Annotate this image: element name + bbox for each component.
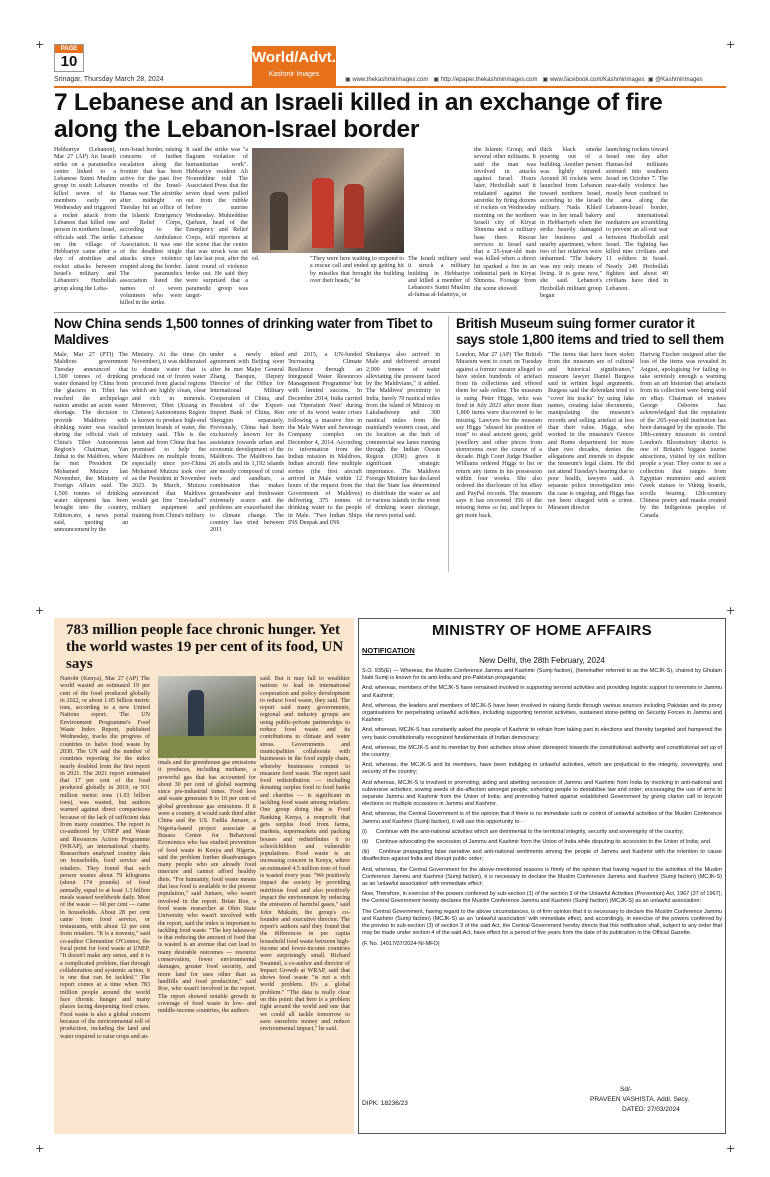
- notice-dated: DATED: 27/03/2024: [622, 1106, 680, 1113]
- epaper-link[interactable]: http://epaper.thekashmirimages.com: [440, 77, 538, 83]
- notice-body: [362, 668, 722, 1080]
- story1-col3: It said the strike was "a flagrant violation of humanitarian work". Hebbariye resident Ali Noureddine told The Associated Press that the seven dead were pulled out from the rubble before sunrise Wednesday. Muhieddine Qarhani, head of the Emergency and Relief Corps, told reporters at the scene that the centre that was struck was set up late last year, after the latest round of violence broke out. He said they were surprised that a paramedic group was target-: [186, 147, 248, 299]
- story1-col6: thick black smoke pouring out of a building. Another person was lightly injured. Around 30 rockets were launched from Lebanon toward northern Israel, according to the Israeli military. Nada Khleif was in her small bakery in Hebbariyeh when the strike heavily damaged her business and a nearby apartment, where two of her relatives were unharmed. "The bakery was my only means of living. It is gone now," she said. Lebanon's Hezbollah militant group began: [540, 147, 602, 299]
- story2-col2: Ministry. At the time (in November), it was deliberated to donate water that is produced out of frozen water procured from glacial regions which are highly clean, clear and rich in minerals. Moreover, Tibet (Xizang in Chinese) Autonomous Region is known to produce high-end premium brands of water, the ministry said. This is the latest aid from China that has promised to help the Maldives on multiple fronts, especially since pro-China Mohamed Muizzu took over as the President in November 2023. In March, Muizzu announced that Maldives would get free "non-lethal" military equipment and training from China's military: [132, 352, 206, 519]
- notice-title: MINISTRY OF HOME AFFAIRS: [432, 622, 652, 639]
- story2-col4: and 2015, a UN-funded 'Increasing Climate Resilience through an Integrated Water Resources Management Programme' but with limited success. In December 2014, India carried out 'Operation Neer' during one of its worst water crises following a massive fire in the Male Water and Sewerage Company complex on December 4, 2014. According to information from the Indian mission in Maldives, Indian aircraft flew multiple sorties (the first aircraft arrived in Male within 12 hours of the request from the Government of Maldives) delivering 375 tonnes of drinking water to the people in Male. "Two Indian Ships INS Deepak and INS: [288, 352, 362, 526]
- web-icon: ▣: [433, 77, 440, 83]
- story1-col4: The Israeli military said it struck a military building in Hebbariye and killed a member of Lebanon's Sunni Muslim al-Jamaa al-Islamiya, or: [408, 256, 470, 299]
- header-links: [345, 76, 725, 83]
- notice-paragraph: And, whereas, members of the MCJK-S have remained involved in supporting terrorist activities and providing logistic support to terrorists in Jammu and Kashmir;: [362, 685, 722, 699]
- story3-col1: London, Mar 27 (AP) The British Museum went to court on Tuesday against a former curator alleged to have stolen hundreds of artefact from its collections and offered them for sale online. The museum is suing Peter Higgs, who was fired in July 2023 after more than 1,800 items were discovered to be missing. Lawyers for the museum say Higgs "abused his position of trust" to steal ancient gems, gold jewellery and other pieces from storerooms over the course of a decade. High Court Judge Heather Williams ordered Higgs to list or return any items in his possession within four weeks. She also ordered the disclosure of his eBay and PayPal records. The museum says it has recovered 356 of the missing items so far, and hopes to get more back.: [456, 352, 542, 519]
- notice-paragraph: And whereas, MCJK-S is involved in promoting, aiding and abetting secession of Jammu and Kashmir from India by involving in anti-national and subversive activities; sowing seeds of dis-affection amongst people; exhorting people to destabilise law and order; encouraging the use of arms to separate Jammu and Kashmir from the Union of India; and promoting hatred against established Government by giving clarion call to boycott elections on multiple occasions in Jammu and Kashmir,: [362, 779, 722, 808]
- story3-col3: Hartwig Fischer resigned after the loss of the items was revealed in August, apologising for failing to take seriously enough a warning from an art historian that artefacts from its collection were being sold on eBay. Chairman of trustees George Osborne has acknowledged that the reputation of the 265-year-old institution has been damaged by the episode. The 18th-century museum in central London's Bloomsbury district is one of Britain's biggest tourist attractions, visited by six million people a year. They come to see a collection that ranges from Egyptian mummies and ancient Greek statues to Viking hoards, scrolls bearing 12th-century Chinese poetry and masks created by the Indigenous peoples of Canada.: [640, 352, 726, 519]
- notice-paragraph: (i) Continue with the anti-national activities which are detrimental to the territorial integrity, security and sovereignty of the country;: [362, 828, 684, 835]
- photo-figure: [344, 184, 364, 248]
- notice-signatory: PRAVEEN VASHISTA, Addl. Secy.: [590, 1096, 690, 1103]
- notice-paragraph: And, whereas, the Central Government for the above-mentioned reasons is firmly of the opinion that having regard to the activities of the Muslim Conference Jammu and Kashmir (Sumji faction), it is necessary to declare the Muslim Conference Jammu and Kashmir (Sumji faction) (MCJK-S) as an 'unlawful association' with immediate effect;: [362, 866, 722, 888]
- story4-col2: imals and the greenhouse gas emissions it produces, including methane, a powerful gas that has accounted for about 30 per cent of global warming since pre-industrial times. Food loss and waste generates 8 to 10 per cent of global greenhouse gas emissions. If it were a country, it would rank third after China and the US. Fadila Jumare, a Nigeria-based project associate at Busara Centre for Behavioral Economics who has studied prevention of food waste in Kenya and Nigeria, said the problem further disadvantages many people who are already food insecure and cannot afford healthy diets. "For humanity, food waste means that less food is available to the poorest population," said Jumare, who wasn't involved in the report. Brian Roe, a food waste researcher at Ohio State University who wasn't involved with the report, said the index is important to tackling food waste. "The key takeaway is that reducing the amount of food that is wasted is an avenue that can lead to many desirable outcomes — resource conservation, fewer environmental damages, greater food security, and more land for uses other than as landfills and food production," said Roe, who wasn't involved in the report. The report showed notable growth in coverage of food waste in low- and middle-income countries, the authors: [158, 760, 256, 1015]
- page-label: PAGE: [55, 45, 83, 53]
- notice-paragraph: And, whereas, the MCJK-S and its members, have been indulging in unlawful activities, which are prejudicial to the integrity, sovereignty, and security of the country;: [362, 762, 722, 776]
- photo-figure: [270, 192, 288, 250]
- registration-mark: +: [35, 38, 45, 51]
- story2-headline: Now China sends 1,500 tonnes of drinking water from Tibet to Maldives: [54, 316, 433, 347]
- notice-paragraph: S.O. 935(E) — Whereas, the Muslim Conference Jammu and Kashmir (Sumji faction), (hereinafter referred to as the MCJK-S), chaired by Ghulam Nabi Sumji is known for its anti-India and pro-Pakistan propaganda;: [362, 668, 722, 682]
- section-banner: [252, 46, 336, 86]
- notice-paragraph: (iii) Continue propagating false narrative and anti-national sentiments among the people of Jammu and Kashmir with the intention to cause disaffection against India and disrupt public order;: [362, 849, 724, 863]
- registration-mark: +: [726, 604, 736, 617]
- story3-col2: "The items that have been stolen from the museum are of cultural and historical significance," museum lawyer Daniel Burgess said in written legal arguments. Burgess said the defendant tried to "cover his tracks" by using fake names, creating false documents, manipulating the museum's records and selling artefact at less than their value. Higgs, who worked in the museum's Greece and Rome department for more than two decades, denies the allegations and intends to dispute the museum's legal claim. He did not attend Tuesday's hearing due to poor health, lawyers said. A separate police investigation into the case is ongoing, and Higgs has not been charged with a crime. Museum director: [548, 352, 634, 512]
- registration-mark: +: [726, 1142, 736, 1155]
- registration-mark: +: [726, 38, 736, 51]
- story1-col5: the Islamic Group, and several other militants. It said the man was involved in attacks against Israel. Hours later, Hezbollah said it retaliated against the airstrike by firing dozens of rockets on Wednesday morning on the northern Israeli city of Kiryat Shmona and a military base there. Rescue services in Israel said that a 25-year-old man was killed when a direct hit sparked a fire in an industrial park in Kiryat Shmona. Footage from the scene showed: [474, 147, 536, 292]
- photo-figure: [158, 736, 256, 758]
- website-link[interactable]: www.thekashmirimages.com: [352, 77, 429, 83]
- story1-col3b: ed.: [252, 256, 260, 262]
- masthead-rule: [54, 86, 726, 88]
- web-icon: ▣: [345, 77, 351, 83]
- date-line: Srinagar, Thursday March 28, 2024: [54, 76, 164, 83]
- registration-mark: +: [35, 1142, 45, 1155]
- story3-headline: British Museum suing former curator it says stole 1,800 items and tried to sell them: [456, 316, 724, 347]
- column-divider: [448, 316, 449, 572]
- story1-col1: Hebbariye (Lebanon), Mar 27 (AP) An Israeli strike on a paramedics centre linked to a Lebanese Sunni Muslim group in south Lebanon killed seven of its members early on Wednesday and triggered a rocket attack from Lebanon that killed one person in northern Israel, officials said. The strike on the village of Hebbariye came after a day of airstrikes and rocket attacks between Israel's military and Lebanon's Hezbollah group along the Leba-: [54, 147, 116, 292]
- facebook-icon: ▣: [542, 77, 549, 83]
- notice-paragraph: And, whereas, MCJK-S has constantly asked the people of Kashmir to refrain from taking part in elections and thereby targeted and hampered the very basic constitutionally recognized fundamentals of Indian democracy;: [362, 727, 722, 741]
- notice-paragraph: The Central Government, having regard to the above circumstances, is of firm opinion that it is necessary to declare the Muslim Conference Jammu and Kashmir (Sumji faction) (MCJK-S) as an 'unlawful association' with immediate effect, and accordingly, in exercise of the powers conferred by the proviso to sub-section (3) of section 3 of the said Act, the Central Government hereby directs that this notification shall, subject to any order that may be made under section 4 of the said Act, have effect for a period of five years from the date of its publication in the Official Gazette.: [362, 908, 722, 937]
- twitter-icon: ▣: [647, 77, 654, 83]
- notice-paragraph: Now, Therefore, in exercise of the powers conferred by sub-section (1) of the section 3 of the Unlawful Activities (Prevention) Act, 1967 (37 of 1967), the Central Government hereby declares the Muslim Conference Jammu and Kashmir (Sumji faction) (MCJK-S) as an unlawful association;: [362, 891, 722, 905]
- notice-paragraph: (ii) Continue advocating the secession of Jammu and Kashmir form the Union of India while disputing its accession to the Union of India; and: [362, 839, 710, 846]
- section-rule: [54, 312, 726, 313]
- notice-subtitle: NOTIFICATION: [362, 646, 415, 655]
- story1-photo-caption: "They were here waiting to respond to a rescue call and ended up getting hit by missiles that brought the building over their heads," he: [310, 256, 404, 284]
- notice-paragraph: And, whereas, the MCJK-S and its member by their activities show sheer disrespect towards the constitutional authority and constitutional set up of the country;: [362, 744, 722, 759]
- registration-mark: +: [35, 604, 45, 617]
- page-number-box: [54, 44, 84, 72]
- story4-col1: Nairobi (Kenya), Mar 27 (AP) The world wasted an estimated 19 per cent of the food produced globally in 2022, or about 1.05 billion metric tons, according to a new United Nations report. The UN Environment Programme's Food Waste Index Report, published Wednesday, tracks the progress of countries to halve food waste by 2030. The UN said the number of countries reporting for the index nearly doubled from the first report in 2021. The 2021 report estimated that 17 per cent of the food produced globally in 2019, or 931 million metric tons (1.03 billion tons), was wasted, but authors warned against direct comparisons because of the lack of sufficient data from many countries. The report is co-authored by UNEP and Waste and Resources Action Programme (WRAP), an international charity. Researchers analyzed country data on households, food service and retailers. They found that each person wastes about 79 kilograms (about 174 pounds) of food annually, equal to at least 1.3 billion meals wasted worldwide daily. Most of the waste — 60 per cent — came in households. About 28 per cent came from food service, or restaurants, with about 12 per cent from retailers. "It is a travesty," said co-author Clementine O'Connor, the focal point for food waste at UNEP. "It doesn't make any sense, and it is a complicated problem, that through collaboration and systemic action, it is one that can be tackled." The report comes at a time when 783 million people around the world face chronic hunger and many places facing deepening food crises. Food waste is also a global concern because of the environmental toll of production, including the land and water required to raise crops and an-: [60, 676, 150, 1040]
- page-number: 10: [60, 53, 78, 70]
- story1-col2: non-Israel border, raising concerns of further escalation along the frontier that has been active for the past five months of the Israel-Hamas war. The airstrike after midnight on Tuesday hit an office of the Islamic Emergency and Relief Corps, according to the Lebanese Ambulance Association. It was one of the deadliest single attacks since violence erupted along the border. The paramedics association listed the names of seven volunteers who were killed in the strike.: [120, 147, 182, 307]
- notice-dateline: New Delhi, the 28th February, 2024: [479, 656, 605, 665]
- story1-col7: launching rockets toward Israel one day after Hamas-led militants stormed into southern Israel on October 7. The near-daily violence has mostly been confined to the area along the Lebanon-Israel border, and international mediators are scrambling to prevent an all-out war between Hezbollah and Israel. The fighting has killed nine civilians and 11 soldiers in Israel. Nearly 240 Hezbollah fighters and about 40 civilians have died in Lebanon.: [606, 147, 668, 292]
- story2-col5: Shukanya also arrived in Male and delivered around 2,000 tonnes of water alleviating the pressure faced by the Maldivians," it added. The Maldives' proximity to India, barely 70 nautical miles from the island of Minicoy in Lakshadweep and 300 nautical miles from the mainland's western coast, and its location at the hub of commercial sea lanes running through the Indian Ocean Region (IOR) gives it significant strategic importance. The Maldives Foreign Ministry has declared that the State has determined to distribute the water as aid to various islands in the event of drinking water shortage, the news portal said.: [366, 352, 440, 519]
- twitter-link[interactable]: @Kashmirimages: [655, 77, 703, 83]
- notice-paragraph: And, whereas, the leaders and members of MCJK-S have been involved in raising funds through various sources including Pakistan and its proxy organisations for perpetrating unlawful activities, including supporting terrorist activities, sustained stone-pelting on Security Forces in Jammu and Kashmir;: [362, 702, 722, 724]
- story1-headline: 7 Lebanese and an Israeli killed in an exchange of fire along the Lebanon-Israel border: [54, 89, 663, 143]
- notice-paragraph: And, whereas, the Central Government is of the opinion that if there is no immediate curb or control of unlawful activities of the Muslim Conference Jammu and Kashmir (Sumji faction), it will use this opportunity to -: [362, 811, 722, 825]
- brand-name: Kashmir Images: [268, 71, 320, 78]
- photo-figure: [312, 178, 334, 248]
- notice-file-number: (F. No. 14017/07/2024-NI-MFO): [362, 940, 440, 947]
- story2-col3: under a newly inked agreement with Beijing soon after he met Major General Zhang Baoqun, Deputy Director of the Office for International Military Cooperation of China, and President of the Export-Import Bank of China, Ren Shengjun separately. Previously, China had been exclusively known for its assistance towards urban and economic development of the Maldives. The Maldives has 26 atolls and its 1,192 islands are mostly composed of coral reefs and sandbars, a combination that makes groundwater and freshwater extremely scarce and the problems are exacerbated due to climate change. The country has tried between 2011: [210, 352, 284, 534]
- story4-headline: 783 million people face chronic hunger. Yet the world wastes 19 per cent of its food, UN says: [66, 622, 344, 672]
- story4-photo: [158, 676, 256, 758]
- notice-dipk: DIPK: 18236/23: [362, 1100, 408, 1107]
- story4-col3: said. But it may fall to wealthier nations to lead in international cooperation and policy development to reduce food waste, they said. The report said many governments, regional and industry groups are using public-private partnerships to reduce food waste and its contributions to climate and water stress. Governments and municipalities collaborate with businesses in the food supply chain, whereby businesses commit to measure food waste. The report said food redistribution — including donating surplus food to food banks and charities — is significant in tackling food waste among retailers. One group doing that is Food Banking Kenya, a nonprofit that gets surplus food from farms, markets, supermarkets and packing houses and redistributes it to schoolchildren and vulnerable populations. Food waste is an increasing concern in Kenya, where an estimated 4.5 million tons of food is wasted every year. "We positively impact the society by providing nutritious food and also positively impact the environment by reducing the emission of harmful gases," said John Mukuhi, the group's co-founder and executive director. The report's authors said they found that the differences in per capita household food waste between high-income and lower-income countries were surprisingly small. Richard Swannel, a co-author and director of Impact Growth at WRAP, said that shows food waste "is not a rich world problem. It's a global problem." "The data is really clear on this point: that here is a problem right around the world and one that we could all tackle tomorrow to save ourselves money and reduce environmental impact," he said.: [260, 676, 350, 1033]
- notice-sd: Sd/-: [620, 1086, 632, 1093]
- section-title: World/Advt.: [252, 49, 336, 66]
- facebook-link[interactable]: www.facebook.com/Kashmirimages: [549, 77, 645, 83]
- story1-photo: [252, 148, 404, 253]
- story2-col1: Male, Mar 27 (PTI) The Maldives government Tuesday announced that 1,500 tonnes of drinking water donated by China from the glaciers in Tibet has reached the archipelago nation amidst an acute water shortage. The decision to provide Maldives with drinking water was reached during the official visit of China's Tibet Autonomous Region's Chairman, Yan Jinhai to the Maldives, where he met President Dr Mohamed Muizzu last November, the Ministry of Foreign Affairs said. The 1,500 tonnes of drinking water shipment has been brought into the country, Edition.mv, a news portal said, quoting an announcement by the: [54, 352, 128, 534]
